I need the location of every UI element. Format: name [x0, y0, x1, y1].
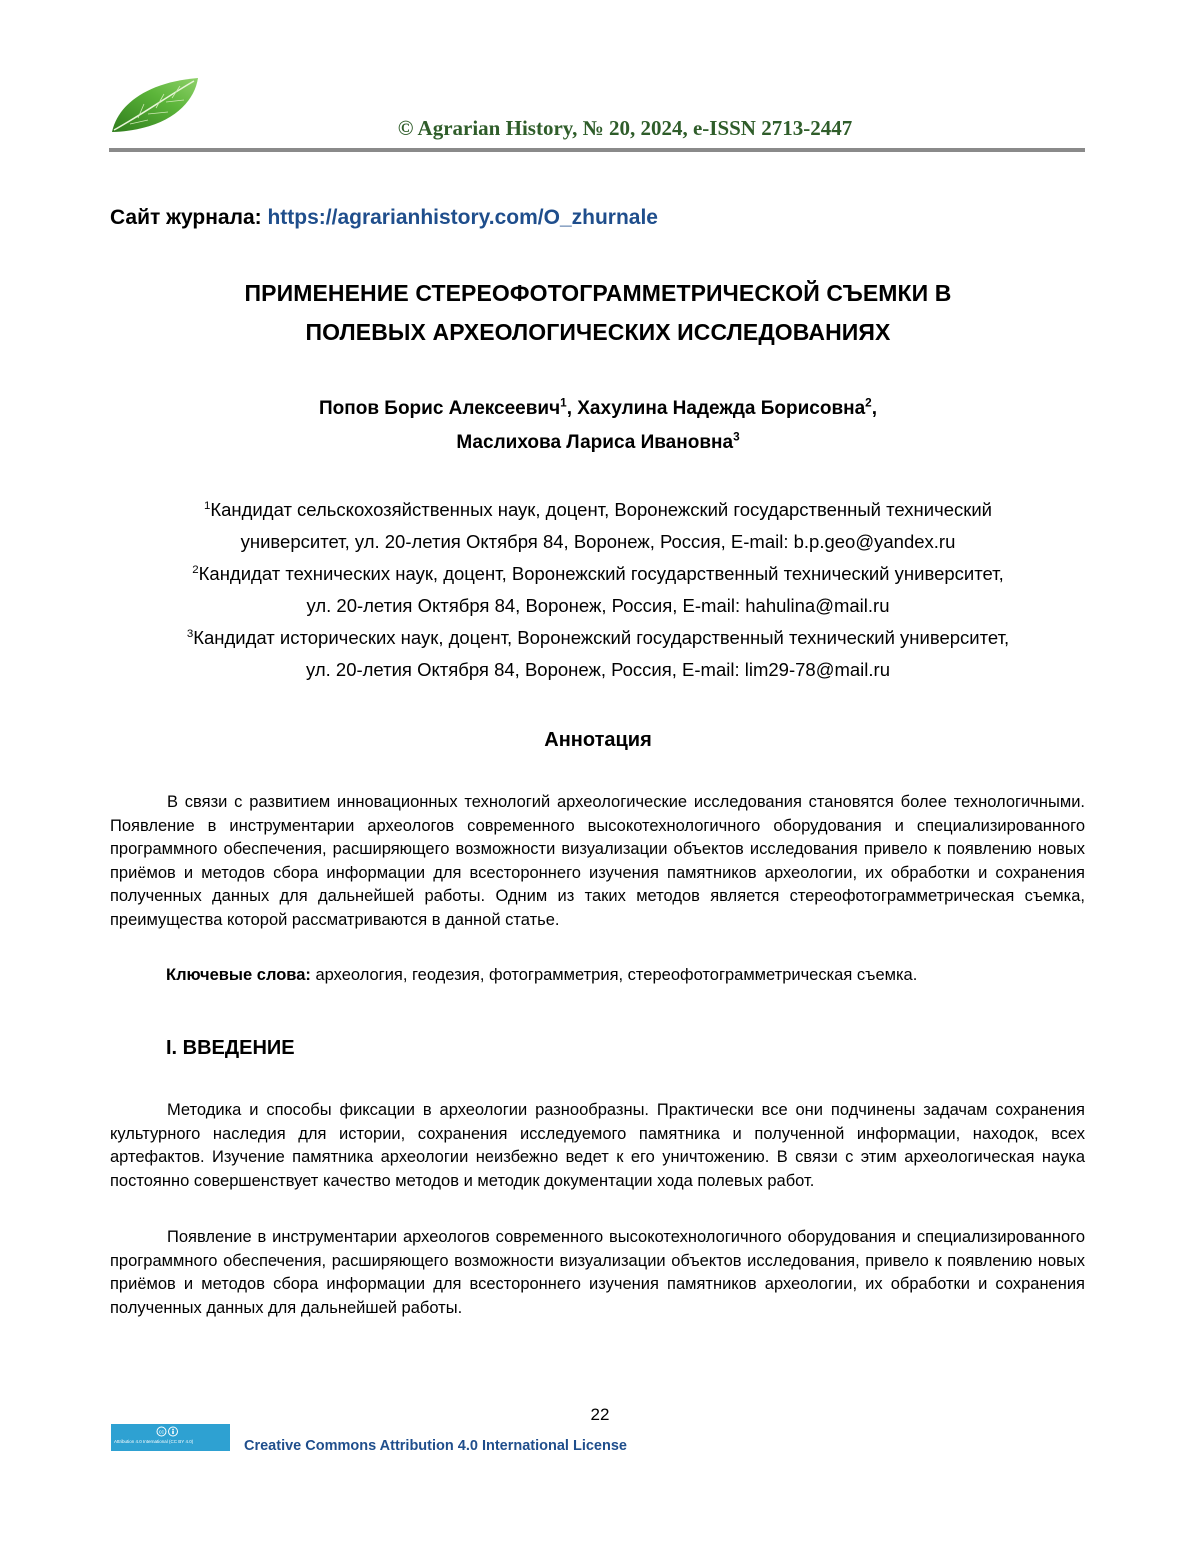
abstract-text: В связи с развитием инновационных технологий археологические исследования становятся более технологичными. Появление в инструментарии археологов современного высокотехнологичного оборудования и специализированного программного обеспечения, расширяющего возможности визуализации объектов исследования привело к появлению новых приёмов и методов сбора информации для всестороннего изучения памятников археологии, их обработки и сохранения полученных данных для дальнейшей работы. Одним из таких методов является стереофотограмметрическая съемка, преимущества которой рассматриваются в данной статье. [110, 793, 1085, 929]
author-separator: , [871, 398, 877, 419]
affiliation-mark: 1 [203, 499, 211, 512]
svg-text:cc: cc [159, 1429, 164, 1436]
author-affiliation-mark: 3 [733, 430, 740, 444]
affiliation-3-line-1 [100, 627, 1096, 649]
keywords-line [166, 966, 917, 985]
authors-line-2 [110, 432, 1086, 454]
license-link[interactable]: Creative Commons Attribution 4.0 International License [244, 1438, 627, 1454]
affiliation-2-line-2: ул. 20-летия Октября 84, Воронеж, Россия, E-mail: hahulina@mail.ru [306, 595, 890, 616]
article-title-line-2: ПОЛЕВЫХ АРХЕОЛОГИЧЕСКИХ ИССЛЕДОВАНИЯХ [305, 319, 891, 345]
affiliation-text: Кандидат сельскохозяйственных наук, доцент, Воронежский государственный технический [210, 499, 993, 520]
author-affiliation-mark: 2 [865, 396, 872, 410]
author-name: Попов Борис Алексеевич [318, 398, 561, 419]
journal-site-link[interactable]: https://agrarianhistory.com/O_zhurnale [267, 206, 658, 229]
article-title-line-1: ПРИМЕНЕНИЕ СТЕРЕОФОТОГРАММЕТРИЧЕСКОЙ СЪЕМКИ В [244, 280, 952, 306]
cc-by-icon [156, 1426, 186, 1437]
keywords-label: Ключевые слова: [166, 966, 311, 984]
keywords-list: археология, геодезия, фотограмметрия, стереофотограмметрическая съемка. [310, 966, 918, 984]
abstract-heading: Аннотация [544, 729, 652, 751]
author-name: Хахулина Надежда Борисовна [577, 398, 866, 419]
authors-line-1 [110, 398, 1086, 420]
intro-paragraph-2: Появление в инструментарии археологов современного высокотехнологичного оборудования и специализированного программного обеспечения, расширяющего возможности визуализации объектов исследования, привело к появлению новых приёмов и методов сбора информации для всестороннего изучения памятников археологии, их обработки и сохранения полученных данных для дальнейшей работы. [110, 1228, 1085, 1317]
affiliation-3-line-2: ул. 20-летия Октября 84, Воронеж, Россия, E-mail: lim29-78@mail.ru [305, 659, 890, 680]
section-heading: I. ВВЕДЕНИЕ [166, 1037, 295, 1059]
journal-leaf-logo [108, 74, 202, 136]
affiliation-mark: 3 [186, 627, 194, 640]
author-name: Маслихова Лариса Ивановна [456, 432, 734, 453]
author-affiliation-mark: 1 [560, 396, 567, 410]
journal-site-label: Сайт журнала: [110, 206, 262, 229]
affiliation-text: Кандидат технических наук, доцент, Воронежский государственный технический университет, [198, 563, 1004, 584]
cc-license-badge[interactable] [111, 1424, 230, 1451]
cc-badge-text: Attribution 4.0 International (CC BY 4.0) [114, 1439, 194, 1444]
journal-header: © Agrarian History, № 20, 2024, e-ISSN 2713-2447 [397, 116, 853, 140]
affiliation-2-line-1 [100, 563, 1096, 585]
intro-paragraph-1: Методика и способы фиксации в археологии разнообразны. Практически все они подчинены задачам сохранения культурного наследия для истории, сохранения исследуемого памятника и полученной информации, находок, всех артефактов. Изучение памятника археологии неизбежно ведет к его уничтожению. В связи с этим археологическая наука постоянно совершенствует качество методов и методик документации хода полевых работ. [110, 1101, 1085, 1190]
affiliation-mark: 2 [192, 563, 199, 576]
author-separator: , [566, 398, 578, 419]
affiliation-1-line-1 [100, 499, 1096, 521]
header-rule [109, 148, 1085, 152]
journal-site-line [110, 206, 658, 230]
affiliation-1-line-2: университет, ул. 20-летия Октября 84, Воронеж, Россия, E-mail: b.p.geo@yandex.ru [240, 531, 956, 552]
page-number: 22 [590, 1405, 610, 1424]
affiliation-text: Кандидат исторических наук, доцент, Воронежский государственный технический университет, [193, 627, 1010, 648]
